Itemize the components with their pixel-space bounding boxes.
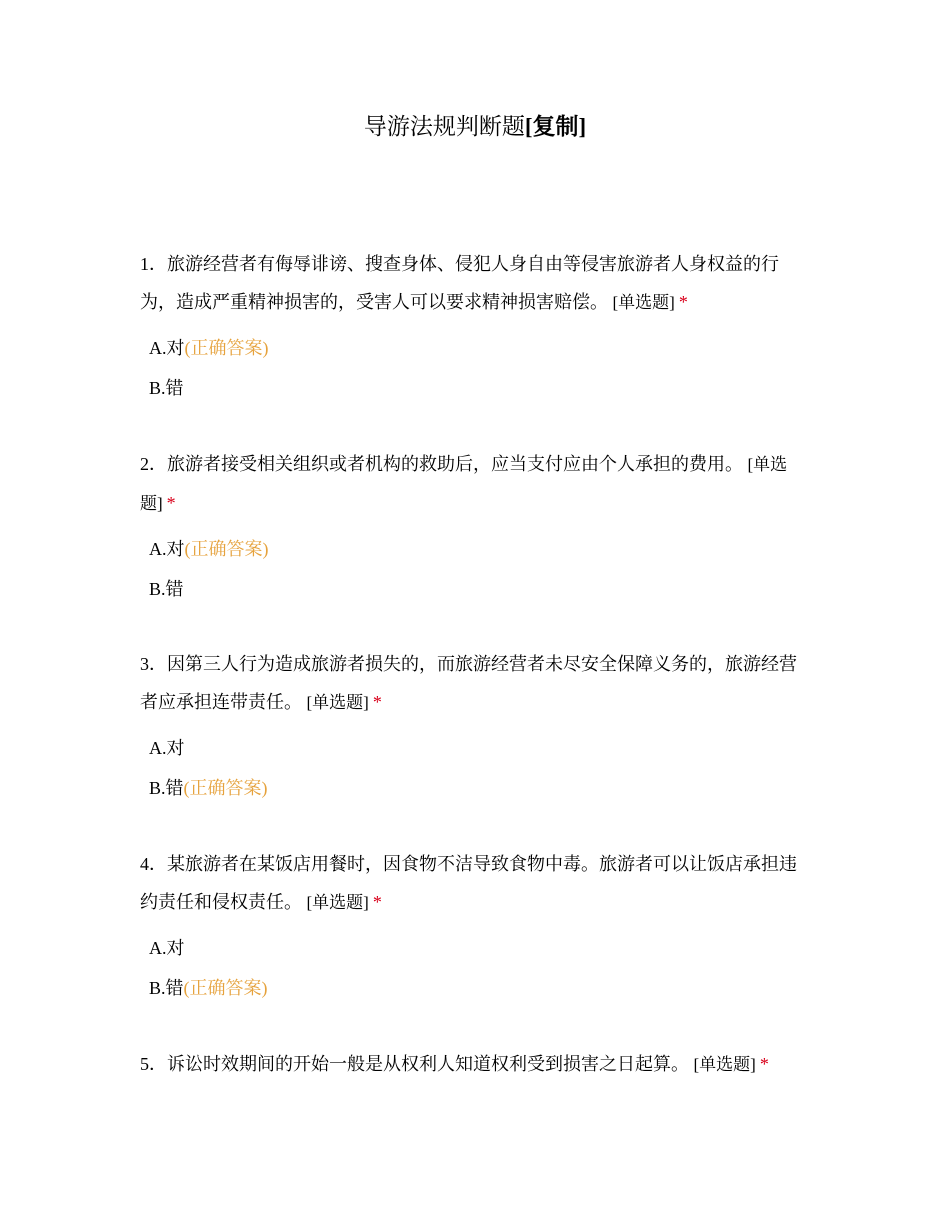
option-label: B.错 [149,579,184,599]
option-a[interactable] [149,728,805,768]
correct-answer-tag: (正确答案) [184,539,269,559]
option-label: A.对 [149,539,185,559]
option-label: A.对 [149,938,185,958]
question-number: 3． [140,654,167,674]
option-label: A.对 [149,338,185,358]
option-a[interactable] [149,529,805,569]
question-body: 因第三人行为造成旅游者损失的，而旅游经营者未尽安全保障义务的，旅游经营者应承担连带责任。 [140,654,797,712]
required-mark: * [372,892,382,912]
question-5 [140,1045,805,1084]
question-text [140,445,805,523]
option-list [140,529,805,609]
option-label: B.错 [149,378,184,398]
question-text [140,645,805,722]
option-label: B.错 [149,778,184,798]
required-mark: * [759,1054,769,1074]
question-number: 5． [140,1054,167,1074]
question-type: [单选题] [140,455,788,513]
question-type: [单选题] [306,893,369,912]
correct-answer-tag: (正确答案) [183,778,268,798]
option-b[interactable] [149,968,805,1008]
question-type: [单选题] [693,1055,756,1074]
option-a[interactable] [149,328,805,368]
required-mark: * [678,292,688,312]
option-a[interactable] [149,928,805,968]
question-type: [单选题] [306,693,369,712]
page-title [0,112,950,142]
required-mark: * [166,493,176,513]
question-2 [140,445,805,609]
question-number: 2． [140,454,167,474]
question-body: 某旅游者在某饭店用餐时，因食物不洁导致食物中毒。旅游者可以让饭店承担违约责任和侵权责任。 [140,854,797,912]
required-mark: * [372,692,382,712]
option-label: B.错 [149,978,184,998]
option-list [140,728,805,808]
question-text [140,845,805,922]
copy-link[interactable]: [复制] [524,114,587,139]
question-text [140,245,805,322]
question-3 [140,645,805,808]
title-text: 导游法规判断题 [363,114,525,139]
option-b[interactable] [149,768,805,808]
question-text [140,1045,805,1084]
question-number: 1． [140,254,167,274]
correct-answer-tag: (正确答案) [184,338,269,358]
option-list [140,328,805,408]
option-list [140,928,805,1008]
option-label: A.对 [149,738,185,758]
correct-answer-tag: (正确答案) [183,978,268,998]
question-number: 4． [140,854,167,874]
option-b[interactable] [149,368,805,408]
question-body: 旅游经营者有侮辱诽谤、搜查身体、侵犯人身自由等侵害旅游者人身权益的行为，造成严重精神损害的，受害人可以要求精神损害赔偿。 [140,254,779,312]
question-type: [单选题] [612,293,675,312]
option-b[interactable] [149,569,805,609]
question-4 [140,845,805,1008]
question-body: 诉讼时效期间的开始一般是从权利人知道权利受到损害之日起算。 [167,1054,689,1074]
question-1 [140,245,805,408]
question-body: 旅游者接受相关组织或者机构的救助后，应当支付应由个人承担的费用。 [167,454,743,474]
